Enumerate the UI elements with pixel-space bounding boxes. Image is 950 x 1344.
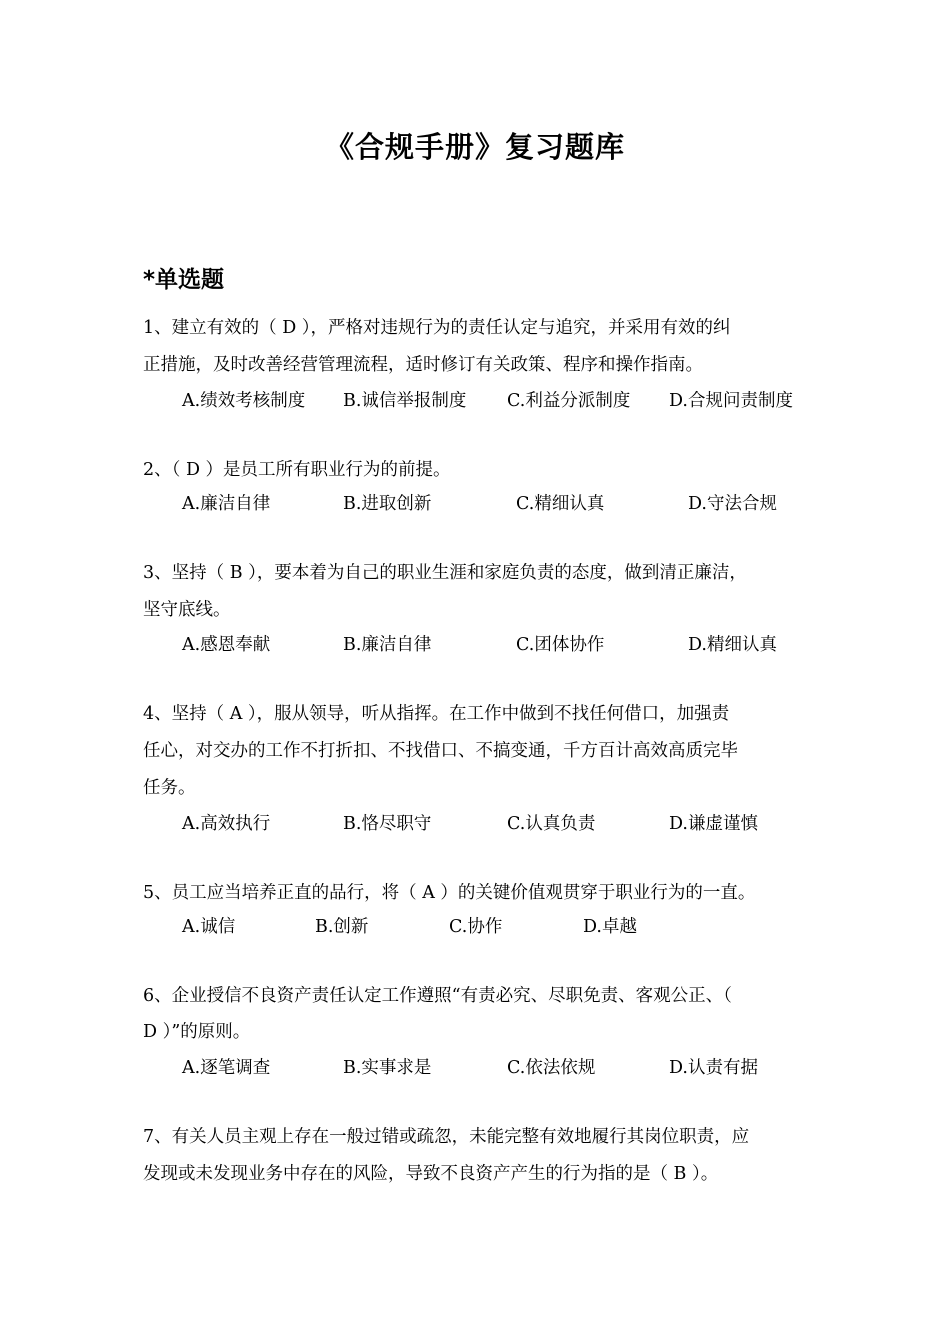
question-1-line-2: 正措施，及时改善经营管理流程，适时修订有关政策、程序和操作指南。 (143, 355, 703, 375)
question-5-option-d: D.卓越 (583, 917, 637, 937)
question-7-line-2: 发现或未发现业务中存在的风险，导致不良资产产生的行为指的是（ B ）。 (143, 1164, 719, 1184)
question-4-option-b: B.恪尽职守 (343, 814, 432, 834)
question-3-option-a: A.感恩奉献 (182, 635, 271, 655)
question-3-line-2: 坚守底线。 (143, 600, 231, 620)
question-6-option-a: A.逐笔调查 (182, 1058, 271, 1078)
section-heading: *单选题 (143, 267, 225, 293)
question-2-option-b: B.进取创新 (343, 494, 432, 514)
question-2-option-c: C.精细认真 (516, 494, 605, 514)
question-6-option-b: B.实事求是 (343, 1058, 432, 1078)
question-6-option-c: C.依法依规 (507, 1058, 596, 1078)
question-3-option-c: C.团体协作 (516, 635, 605, 655)
question-4-line-2: 任心，对交办的工作不打折扣、不找借口、不搞变通，千方百计高效高质完毕 (143, 741, 738, 761)
question-2-line-1: 2、（ D ）是员工所有职业行为的前提。 (143, 460, 451, 480)
question-2-option-a: A.廉洁自律 (182, 494, 271, 514)
question-3-option-b: B.廉洁自律 (343, 635, 432, 655)
question-1-option-c: C.利益分派制度 (507, 391, 631, 411)
question-5-option-c: C.协作 (449, 917, 503, 937)
question-6-line-1: 6、企业授信不良资产责任认定工作遵照“有责必究、尽职免责、客观公正、（ (143, 986, 732, 1006)
question-1-option-a: A.绩效考核制度 (182, 391, 306, 411)
question-4-option-a: A.高效执行 (182, 814, 271, 834)
question-7-line-1: 7、有关人员主观上存在一般过错或疏忽，未能完整有效地履行其岗位职责，应 (143, 1127, 750, 1147)
question-5-line-1: 5、员工应当培养正直的品行，将（ A ）的关键价值观贯穿于职业行为的一直。 (143, 883, 756, 903)
question-2-option-d: D.守法合规 (688, 494, 777, 514)
question-6-option-d: D.认责有据 (669, 1058, 758, 1078)
question-4-option-d: D.谦虚谨慎 (669, 814, 758, 834)
question-4-line-1: 4、坚持（ A ），服从领导，听从指挥。在工作中做到不找任何借口，加强责 (143, 704, 730, 724)
question-4-option-c: C.认真负责 (507, 814, 596, 834)
question-3-line-1: 3、坚持（ B ），要本着为自己的职业生涯和家庭负责的态度，做到清正廉洁， (143, 563, 747, 583)
question-6-line-2: D ）”的原则。 (143, 1022, 251, 1042)
page-title: 《合规手册》复习题库 (324, 130, 625, 164)
question-3-option-d: D.精细认真 (688, 635, 777, 655)
question-1-option-d: D.合规问责制度 (669, 391, 793, 411)
question-1-line-1: 1、建立有效的（ D ），严格对违规行为的责任认定与追究，并采用有效的纠 (143, 318, 731, 338)
question-5-option-b: B.创新 (315, 917, 369, 937)
question-4-line-3: 任务。 (143, 778, 196, 798)
question-5-option-a: A.诚信 (182, 917, 236, 937)
question-1-option-b: B.诚信举报制度 (343, 391, 467, 411)
